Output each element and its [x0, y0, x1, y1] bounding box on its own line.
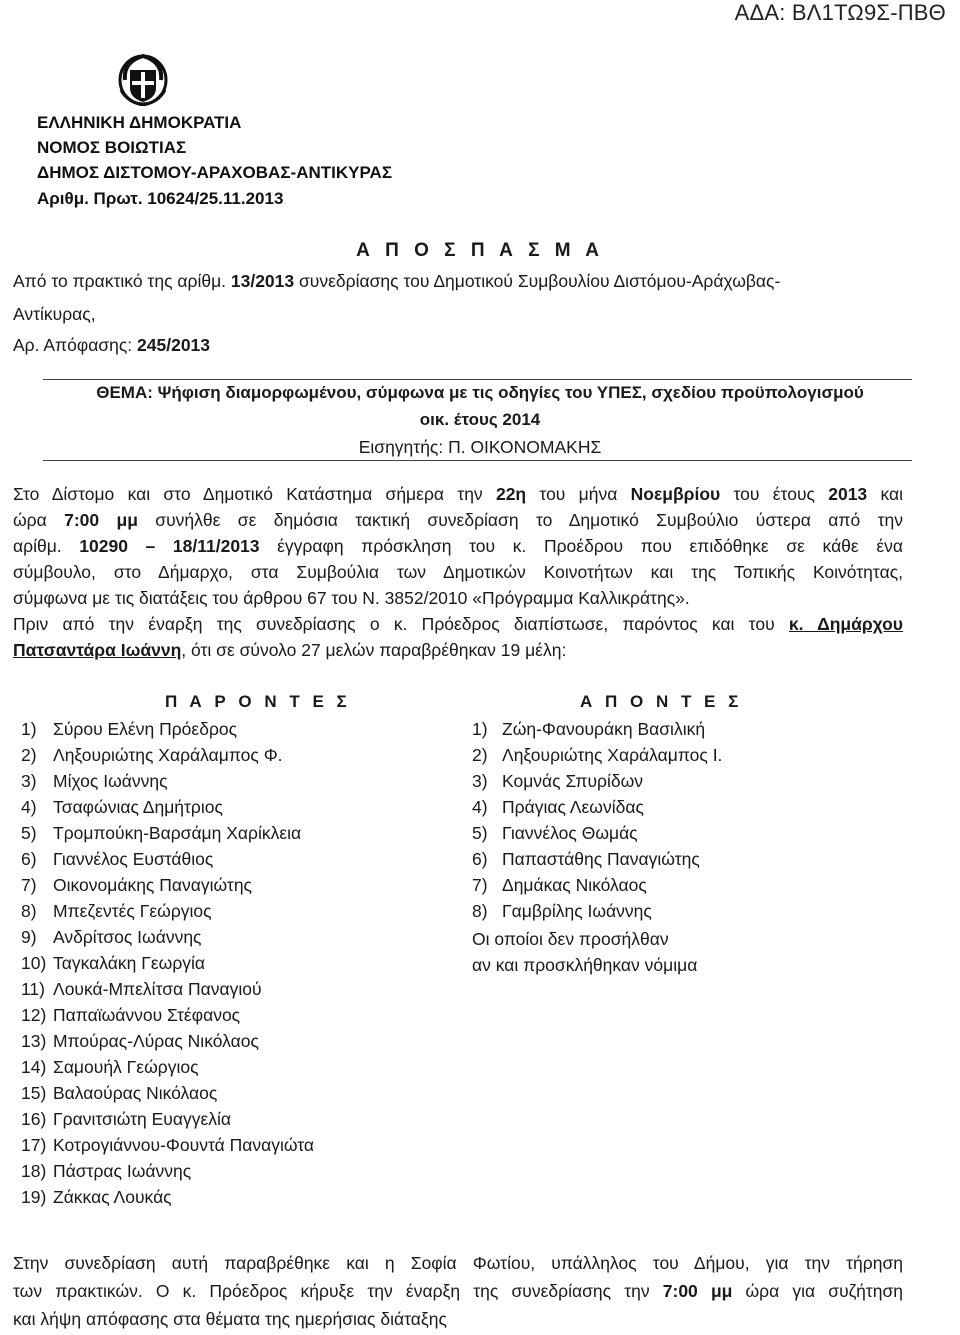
present-list	[21, 716, 314, 1210]
header-line-1: ΕΛΛΗΝΙΚΗ ΔΗΜΟΚΡΑΤΙΑ	[37, 113, 242, 132]
item-number: 7)	[21, 875, 37, 895]
body-line-3	[13, 533, 903, 559]
intro-line-2: Αντίκυρας,	[13, 304, 96, 324]
item-number: 1)	[21, 719, 37, 739]
member-name: Τσαφώνιας Δημήτριος	[53, 797, 223, 817]
item-number: 11)	[21, 979, 45, 999]
intro-text: Από το πρακτικό της αρίθμ.	[13, 271, 231, 291]
header-line-2: ΝΟΜΟΣ ΒΟΙΩΤΙΑΣ	[37, 138, 187, 157]
intro-line-1	[13, 268, 912, 294]
member-name: Μίχος Ιωάννης	[53, 771, 168, 791]
item-number: 6)	[472, 849, 488, 869]
item-number: 15)	[21, 1083, 47, 1103]
member-name: Μπούρας-Λύρας Νικόλαος	[53, 1031, 259, 1051]
member-name: Οικονομάκης Παναγιώτης	[53, 875, 252, 895]
list-item	[21, 794, 314, 820]
member-name: Γιαννέλος Θωμάς	[502, 823, 638, 843]
item-number: 8)	[21, 901, 37, 921]
list-item	[21, 1054, 314, 1080]
item-number: 3)	[21, 771, 37, 791]
list-item	[21, 742, 314, 768]
closing-line-1: Στην συνεδρίαση αυτή παραβρέθηκε και η Σοφία Φωτίου, υπάλληλος του Δήμου, για την τήρηση	[13, 1253, 903, 1273]
list-item	[472, 898, 722, 924]
absent-heading: Α Π Ο Ν Τ Ε Σ	[580, 692, 743, 711]
body-year: 2013	[828, 484, 868, 504]
closing-time: 7:00 μμ	[662, 1281, 733, 1301]
member-name: Κομνάς Σπυρίδων	[502, 771, 644, 791]
intro-text: συνεδρίασης του Δημοτικού Συμβουλίου Διστόμου-Αράχωβας-	[294, 271, 781, 291]
mayor-name: Πατσαντάρα Ιωάννη	[13, 640, 182, 660]
item-number: 18)	[21, 1161, 47, 1181]
member-name: Πάστρας Ιωάννης	[53, 1161, 192, 1181]
item-number: 1)	[472, 719, 488, 739]
decision-label: Αρ. Απόφασης:	[13, 335, 138, 355]
item-number: 13)	[21, 1031, 47, 1051]
list-item	[21, 768, 314, 794]
body-text: του έτους	[720, 484, 829, 504]
member-name: Τρομπούκη-Βαρσάμη Χαρίκλεια	[53, 823, 302, 843]
list-item	[21, 1080, 314, 1106]
minutes-number: 13/2013	[230, 271, 295, 291]
member-name: Σαμουήλ Γεώργιος	[53, 1057, 199, 1077]
item-number: 4)	[21, 797, 37, 817]
list-item	[21, 1158, 314, 1184]
member-name: Δημάκας Νικόλαος	[502, 875, 647, 895]
absent-note-2: αν και προσκλήθηκαν νόμιμα	[472, 955, 698, 975]
absent-note-1: Οι οποίοι δεν προσήλθαν	[472, 929, 669, 949]
body-line-4: σύμβουλο, στο Δήμαρχο, στα Συμβούλια των Δημοτικών Κοινοτήτων και της Τοπικής Κοινότητας,	[13, 562, 903, 582]
list-item	[21, 1184, 314, 1210]
list-item	[21, 898, 314, 924]
list-item	[21, 950, 314, 976]
body-text: , ότι σε σύνολο 27 μελών παραβρέθηκαν 19 μέλη:	[181, 640, 567, 660]
list-item	[472, 742, 722, 768]
closing-line-3: και λήψη απόφασης στα θέματα της ημερήσιας διάταξης	[13, 1309, 447, 1329]
invitation-number: 10290 – 18/11/2013	[79, 536, 260, 556]
ada-code: ΑΔΑ: ΒΛ1ΤΩ9Σ-ΠΒΘ	[734, 0, 946, 25]
list-item	[472, 846, 722, 872]
subject-line-1: ΘΕΜΑ: Ψήφιση διαμορφωμένου, σύμφωνα με τις οδηγίες του ΥΠΕΣ, σχεδίου προϋπολογισμού	[96, 383, 864, 402]
list-item	[472, 820, 722, 846]
item-number: 2)	[21, 745, 37, 765]
list-item	[472, 768, 722, 794]
body-text: Πριν από την έναρξη της συνεδρίασης ο κ. Πρόεδρος διαπίστωσε, παρόντος και του	[13, 614, 789, 634]
subject-bottom-rule	[43, 460, 912, 461]
list-item	[21, 846, 314, 872]
item-number: 4)	[472, 797, 488, 817]
body-text: αρίθμ.	[13, 536, 80, 556]
closing-text: των πρακτικών. Ο κ. Πρόεδρος κήρυξε την έναρξη της συνεδρίασης την	[13, 1281, 663, 1301]
body-text: έγγραφη πρόσκληση του κ. Προέδρου που επιδόθηκε σε κάθε ένα	[259, 536, 904, 556]
member-name: Γαμβρίλης Ιωάννης	[502, 901, 652, 921]
member-name: Σύρου Ελένη Πρόεδρος	[53, 719, 238, 739]
member-name: Πράγιας Λεωνίδας	[502, 797, 644, 817]
closing-line-2	[13, 1278, 903, 1304]
body-line-5: σύμφωνα με τις διατάξεις του άρθρου 67 του Ν. 3852/2010 «Πρόγραμμα Καλλικράτης».	[13, 588, 690, 608]
protocol-number: Αριθμ. Πρωτ. 10624/25.11.2013	[37, 189, 284, 208]
present-heading: Π Α Ρ Ο Ν Τ Ε Σ	[165, 692, 351, 711]
body-text: Στο Δίστομο και στο Δημοτικό Κατάστημα σήμερα την	[13, 484, 496, 504]
absent-list	[472, 716, 722, 924]
member-name: Παπαϊωάννου Στέφανος	[53, 1005, 241, 1025]
item-number: 19)	[21, 1187, 47, 1207]
item-number: 6)	[21, 849, 37, 869]
item-number: 17)	[21, 1135, 47, 1155]
item-number: 5)	[21, 823, 37, 843]
list-item	[21, 976, 314, 1002]
item-number: 5)	[472, 823, 488, 843]
list-item	[472, 716, 722, 742]
greek-emblem-icon	[117, 50, 169, 106]
member-name: Βαλαούρας Νικόλαος	[53, 1083, 218, 1103]
member-name: Ταγκαλάκη Γεωργία	[53, 953, 206, 973]
body-line-1	[13, 481, 903, 507]
subject-line-2: οικ. έτους 2014	[419, 410, 541, 429]
member-name: Λουκά-Μπελίτσα Παναγιού	[53, 979, 262, 999]
rapporteur: Εισηγητής: Π. ΟΙΚΟΝΟΜΑΚΗΣ	[358, 437, 602, 457]
body-line-7	[13, 637, 903, 663]
member-name: Κοτρογιάννου-Φουντά Παναγιώτα	[53, 1135, 315, 1155]
body-text: και	[867, 484, 903, 504]
member-name: Ληξουριώτης Χαράλαμπος Ι.	[502, 745, 723, 765]
member-name: Ληξουριώτης Χαράλαμπος Φ.	[53, 745, 283, 765]
header-line-3: ΔΗΜΟΣ ΔΙΣΤΟΜΟΥ-ΑΡΑΧΟΒΑΣ-ΑΝΤΙΚΥΡΑΣ	[37, 163, 393, 182]
item-number: 12)	[21, 1005, 47, 1025]
body-time: 7:00 μμ	[64, 510, 138, 530]
item-number: 14)	[21, 1057, 47, 1077]
item-number: 16)	[21, 1109, 47, 1129]
body-line-2	[13, 507, 903, 533]
list-item	[472, 794, 722, 820]
member-name: Ανδρίτσος Ιωάννης	[53, 927, 202, 947]
subject-top-rule	[43, 379, 912, 380]
member-name: Γρανιτσιώτη Ευαγγελία	[53, 1109, 232, 1129]
list-item	[21, 716, 314, 742]
list-item	[21, 924, 314, 950]
item-number: 2)	[472, 745, 488, 765]
list-item	[21, 872, 314, 898]
member-name: Ζάκκας Λουκάς	[53, 1187, 172, 1207]
member-name: Γιαννέλος Ευστάθιος	[53, 849, 214, 869]
body-line-6	[13, 611, 903, 637]
item-number: 10)	[21, 953, 47, 973]
list-item	[472, 872, 722, 898]
member-name: Μπεζεντές Γεώργιος	[53, 901, 212, 921]
document-title: Α Π Ο Σ Π Α Σ Μ Α	[356, 240, 604, 261]
decision-number-line	[13, 332, 912, 358]
member-name: Παπαστάθης Παναγιώτης	[502, 849, 700, 869]
list-item	[21, 1106, 314, 1132]
list-item	[21, 1132, 314, 1158]
member-name: Ζώη-Φανουράκη Βασιλική	[502, 719, 706, 739]
item-number: 8)	[472, 901, 488, 921]
body-text: ώρα	[13, 510, 65, 530]
item-number: 3)	[472, 771, 488, 791]
decision-number: 245/2013	[137, 335, 211, 355]
item-number: 7)	[472, 875, 488, 895]
body-day: 22η	[495, 484, 527, 504]
mayor-label: κ. Δημάρχου	[788, 614, 903, 634]
list-item	[21, 1028, 314, 1054]
list-item	[21, 1002, 314, 1028]
item-number: 9)	[21, 927, 37, 947]
body-month: Νοεμβρίου	[630, 484, 721, 504]
body-text: συνήλθε σε δημόσια τακτική συνεδρίαση το Δημοτικό Συμβούλιο ύστερα από την	[137, 510, 903, 530]
list-item	[21, 820, 314, 846]
body-text: του μήνα	[526, 484, 631, 504]
closing-text: ώρα για συζήτηση	[732, 1281, 903, 1301]
